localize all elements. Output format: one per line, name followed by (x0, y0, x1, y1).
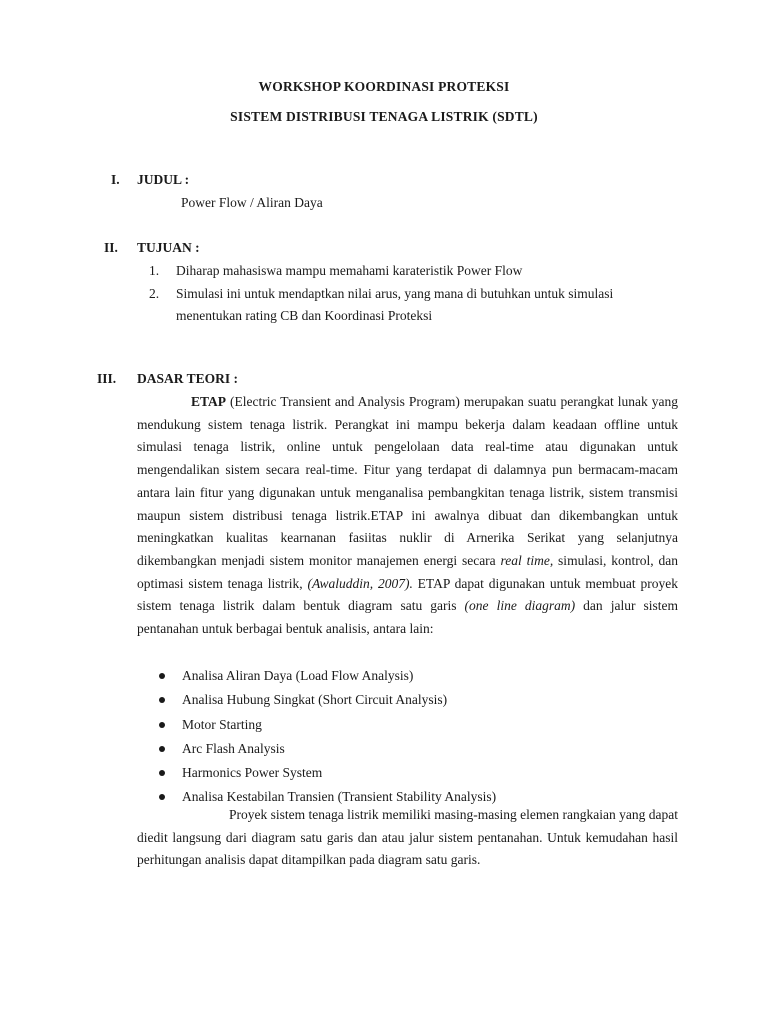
bullet-icon (159, 746, 165, 752)
one-line-diagram-term: (one line diagram) (464, 598, 576, 614)
bullet-icon (159, 673, 165, 679)
list-item (137, 737, 496, 761)
bullet-icon (159, 722, 165, 728)
list-item (137, 664, 496, 688)
list-item-number: 2. (149, 286, 160, 301)
section-2-number: II. (104, 240, 118, 255)
list-item (137, 713, 496, 737)
list-item-text: Harmonics Power System (182, 765, 323, 781)
section-3-heading: DASAR TEORI : (137, 371, 239, 386)
list-item-text: Analisa Aliran Daya (Load Flow Analysis) (182, 668, 414, 683)
section-1-content: Power Flow / Aliran Daya (181, 195, 323, 210)
list-item (137, 761, 496, 785)
real-time-term: real time, (500, 552, 554, 568)
list-item-text: Arc Flash Analysis (182, 740, 285, 756)
paragraph-proyek (137, 804, 678, 872)
bullet-icon (159, 770, 165, 776)
list-item: Diharap mahasiswa mampu memahami karateristik Power Flow (176, 263, 523, 278)
list-item-text: Analisa Hubung Singkat (Short Circuit Analysis) (182, 692, 448, 708)
document-title: WORKSHOP KOORDINASI PROTEKSI (258, 79, 510, 94)
etap-term: ETAP (191, 394, 227, 409)
document-subtitle: SISTEM DISTRIBUSI TENAGA LISTRIK (SDTL) (230, 109, 538, 124)
list-item-text: Motor Starting (182, 716, 262, 732)
list-item: Simulasi ini untuk mendaptkan nilai arus, yang mana di butuhkan untuk simulasi (176, 286, 614, 301)
paragraph-text: Proyek sistem tenaga listrik memiliki masing-masing elemen rangkaian yang dapat diedit langsung dari diagram satu garis dan atau jalur sistem pentanahan. Untuk kemudahan hasil perhitungan analisis dapat ditampilkan pada diagram satu garis. (137, 807, 678, 868)
list-item-number: 1. (149, 263, 160, 278)
paragraph-text: simulasi, kontrol, dan optimasi sistem tenaga listrik, (137, 552, 678, 591)
paragraph-text: (Electric Transient and Analysis Program) merupakan suatu perangkat lunak yang mendukung sistem tenaga listrik. Perangkat ini mampu bekerja dalam keadaan offline untuk simulasi tenaga listrik, online untuk pengelolaan data real-time atau digunakan untuk mengendalikan sistem secara real-time. Fitur yang terdapat di dalamnya pun bermacam-macam antara lain fitur yang digunakan untuk menganalisa pembangkitan tenaga listrik, sistem transmisi maupun sistem distribusi tenaga listrik.ETAP ini awalnya dibuat dan dikembangkan untuk meningkatkan kualitas kearnanan fasiitas nuklir di Arnerika Serikat yang selanjutnya dikembangkan menjadi sistem monitor manajemen energi secara (137, 394, 678, 568)
list-item-text: Analisa Kestabilan Transien (Transient Stability Analysis) (182, 789, 497, 805)
analysis-list (137, 664, 496, 810)
paragraph-text: dan jalur sistem pentanahan untuk berbagai bentuk analisis, antara lain: (137, 598, 678, 637)
list-item (137, 688, 496, 712)
section-2-heading: TUJUAN : (137, 240, 200, 255)
section-3-number: III. (97, 371, 117, 386)
citation: (Awaluddin, 2007). (307, 575, 413, 591)
paragraph-text: ETAP dapat digunakan untuk membuat proyek sistem tenaga listrik dalam bentuk diagram satu garis (137, 575, 678, 614)
section-1-number: I. (111, 172, 120, 187)
bullet-icon (159, 794, 165, 800)
paragraph-etap (137, 391, 678, 641)
list-item-continuation: menentukan rating CB dan Koordinasi Proteksi (176, 308, 433, 323)
bullet-icon (159, 697, 165, 703)
section-1-heading: JUDUL : (137, 172, 190, 187)
